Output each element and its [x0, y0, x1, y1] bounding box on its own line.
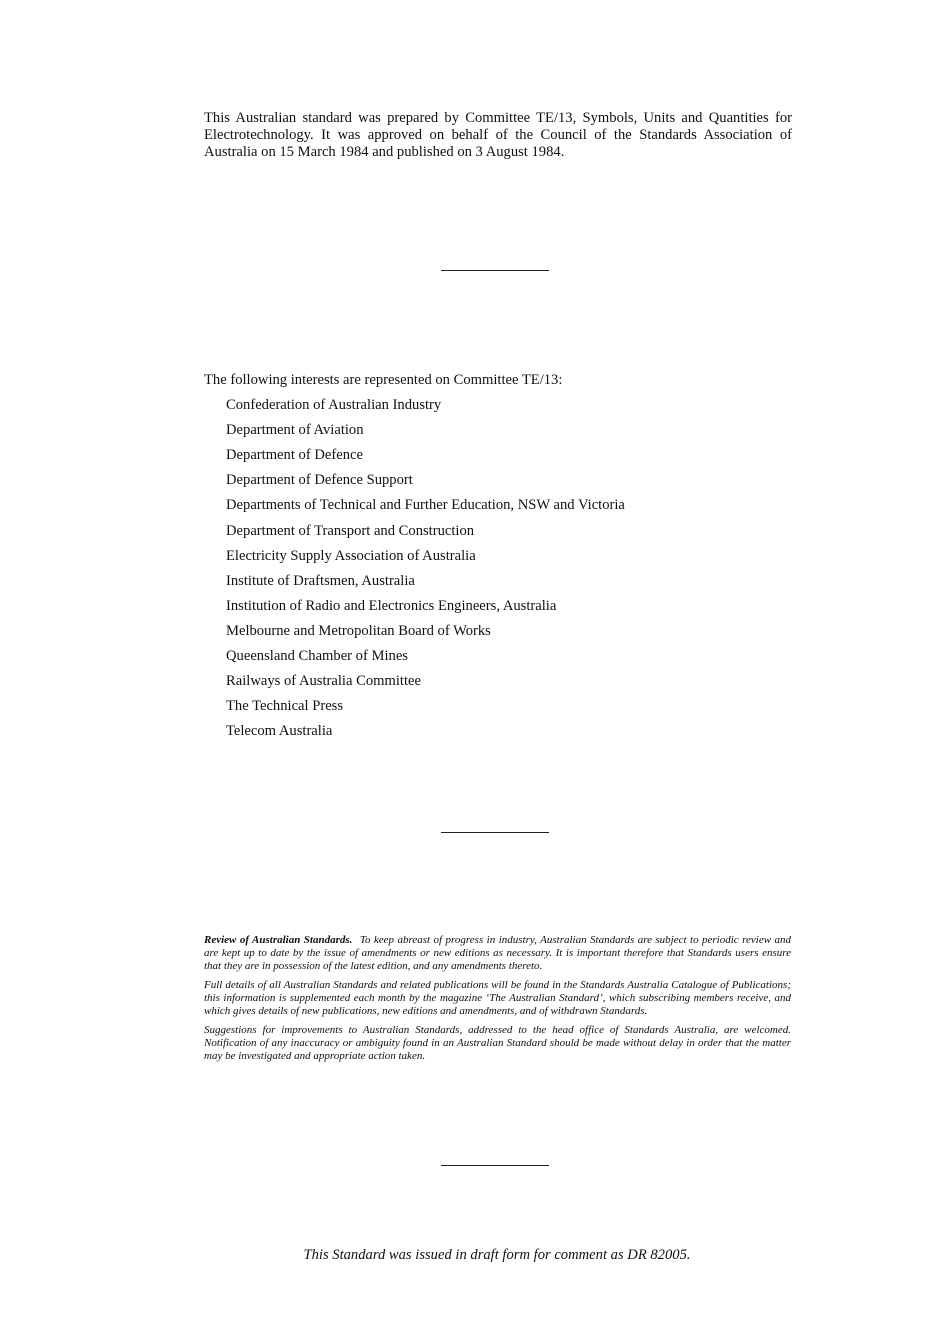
draft-note: This Standard was issued in draft form for comment as DR 82005.: [303, 1247, 691, 1263]
list-item: The Technical Press: [226, 698, 344, 715]
list-item: Confederation of Australian Industry: [226, 397, 442, 414]
list-item: Departments of Technical and Further Education, NSW and Victoria: [226, 497, 625, 514]
list-item: Railways of Australia Committee: [226, 673, 421, 690]
list-item: Telecom Australia: [226, 723, 333, 740]
interest-list: [204, 396, 804, 740]
list-item: Electricity Supply Association of Australia: [226, 547, 476, 564]
approval-statement: This Australian standard was prepared by Committee TE/13, Symbols, Units and Quantities for Electrotechnology. It was approved on behalf of the Council of the Standards Association of Australia on 15 March 1984 and published on 3 August 1984.: [204, 110, 792, 160]
review-notice: [204, 934, 791, 1069]
list-item: Department of Defence: [226, 447, 363, 464]
list-item: Melbourne and Metropolitan Board of Works: [226, 622, 491, 639]
list-item: Queensland Chamber of Mines: [226, 648, 408, 665]
list-item: Department of Defence Support: [226, 472, 413, 489]
list-item: Department of Aviation: [226, 422, 364, 439]
list-item: Department of Transport and Construction: [226, 522, 475, 539]
committee-heading: The following interests are represented on Committee TE/13:: [204, 372, 563, 388]
section-divider: [441, 270, 549, 271]
suggestions-paragraph: Suggestions for improvements to Australian Standards, addressed to the head office of Standards Australia, are welcomed. Notification of any inaccuracy or ambiguity found in an Australian Standard should be made without delay in order that the matter may be investigated and appropriate action taken.: [204, 1023, 791, 1062]
list-item: Institution of Radio and Electronics Engineers, Australia: [226, 597, 557, 614]
review-paragraph: [204, 934, 791, 972]
section-divider: [441, 1165, 549, 1166]
section-divider: [441, 832, 549, 833]
review-text: To keep abreast of progress in industry, Australian Standards are subject to periodic review and are kept up to date by the issue of amendments or new editions as necessary. It is important therefore that Standards users ensure that they are in possession of the latest edition, and any amendments thereto.: [204, 934, 791, 972]
committee-interests-section: [204, 371, 804, 740]
catalogue-paragraph: Full details of all Australian Standards and related publications will be found in the Standards Australia Catalogue of Publications; this information is supplemented each month by the magazine ‘The Australian Standard’, which subscribing members receive, and which gives details of new publications, new editions and amendments, and of withdrawn Standards.: [204, 978, 791, 1017]
review-title: Review of Australian Standards.: [204, 934, 353, 946]
list-item: Institute of Draftsmen, Australia: [226, 572, 415, 589]
